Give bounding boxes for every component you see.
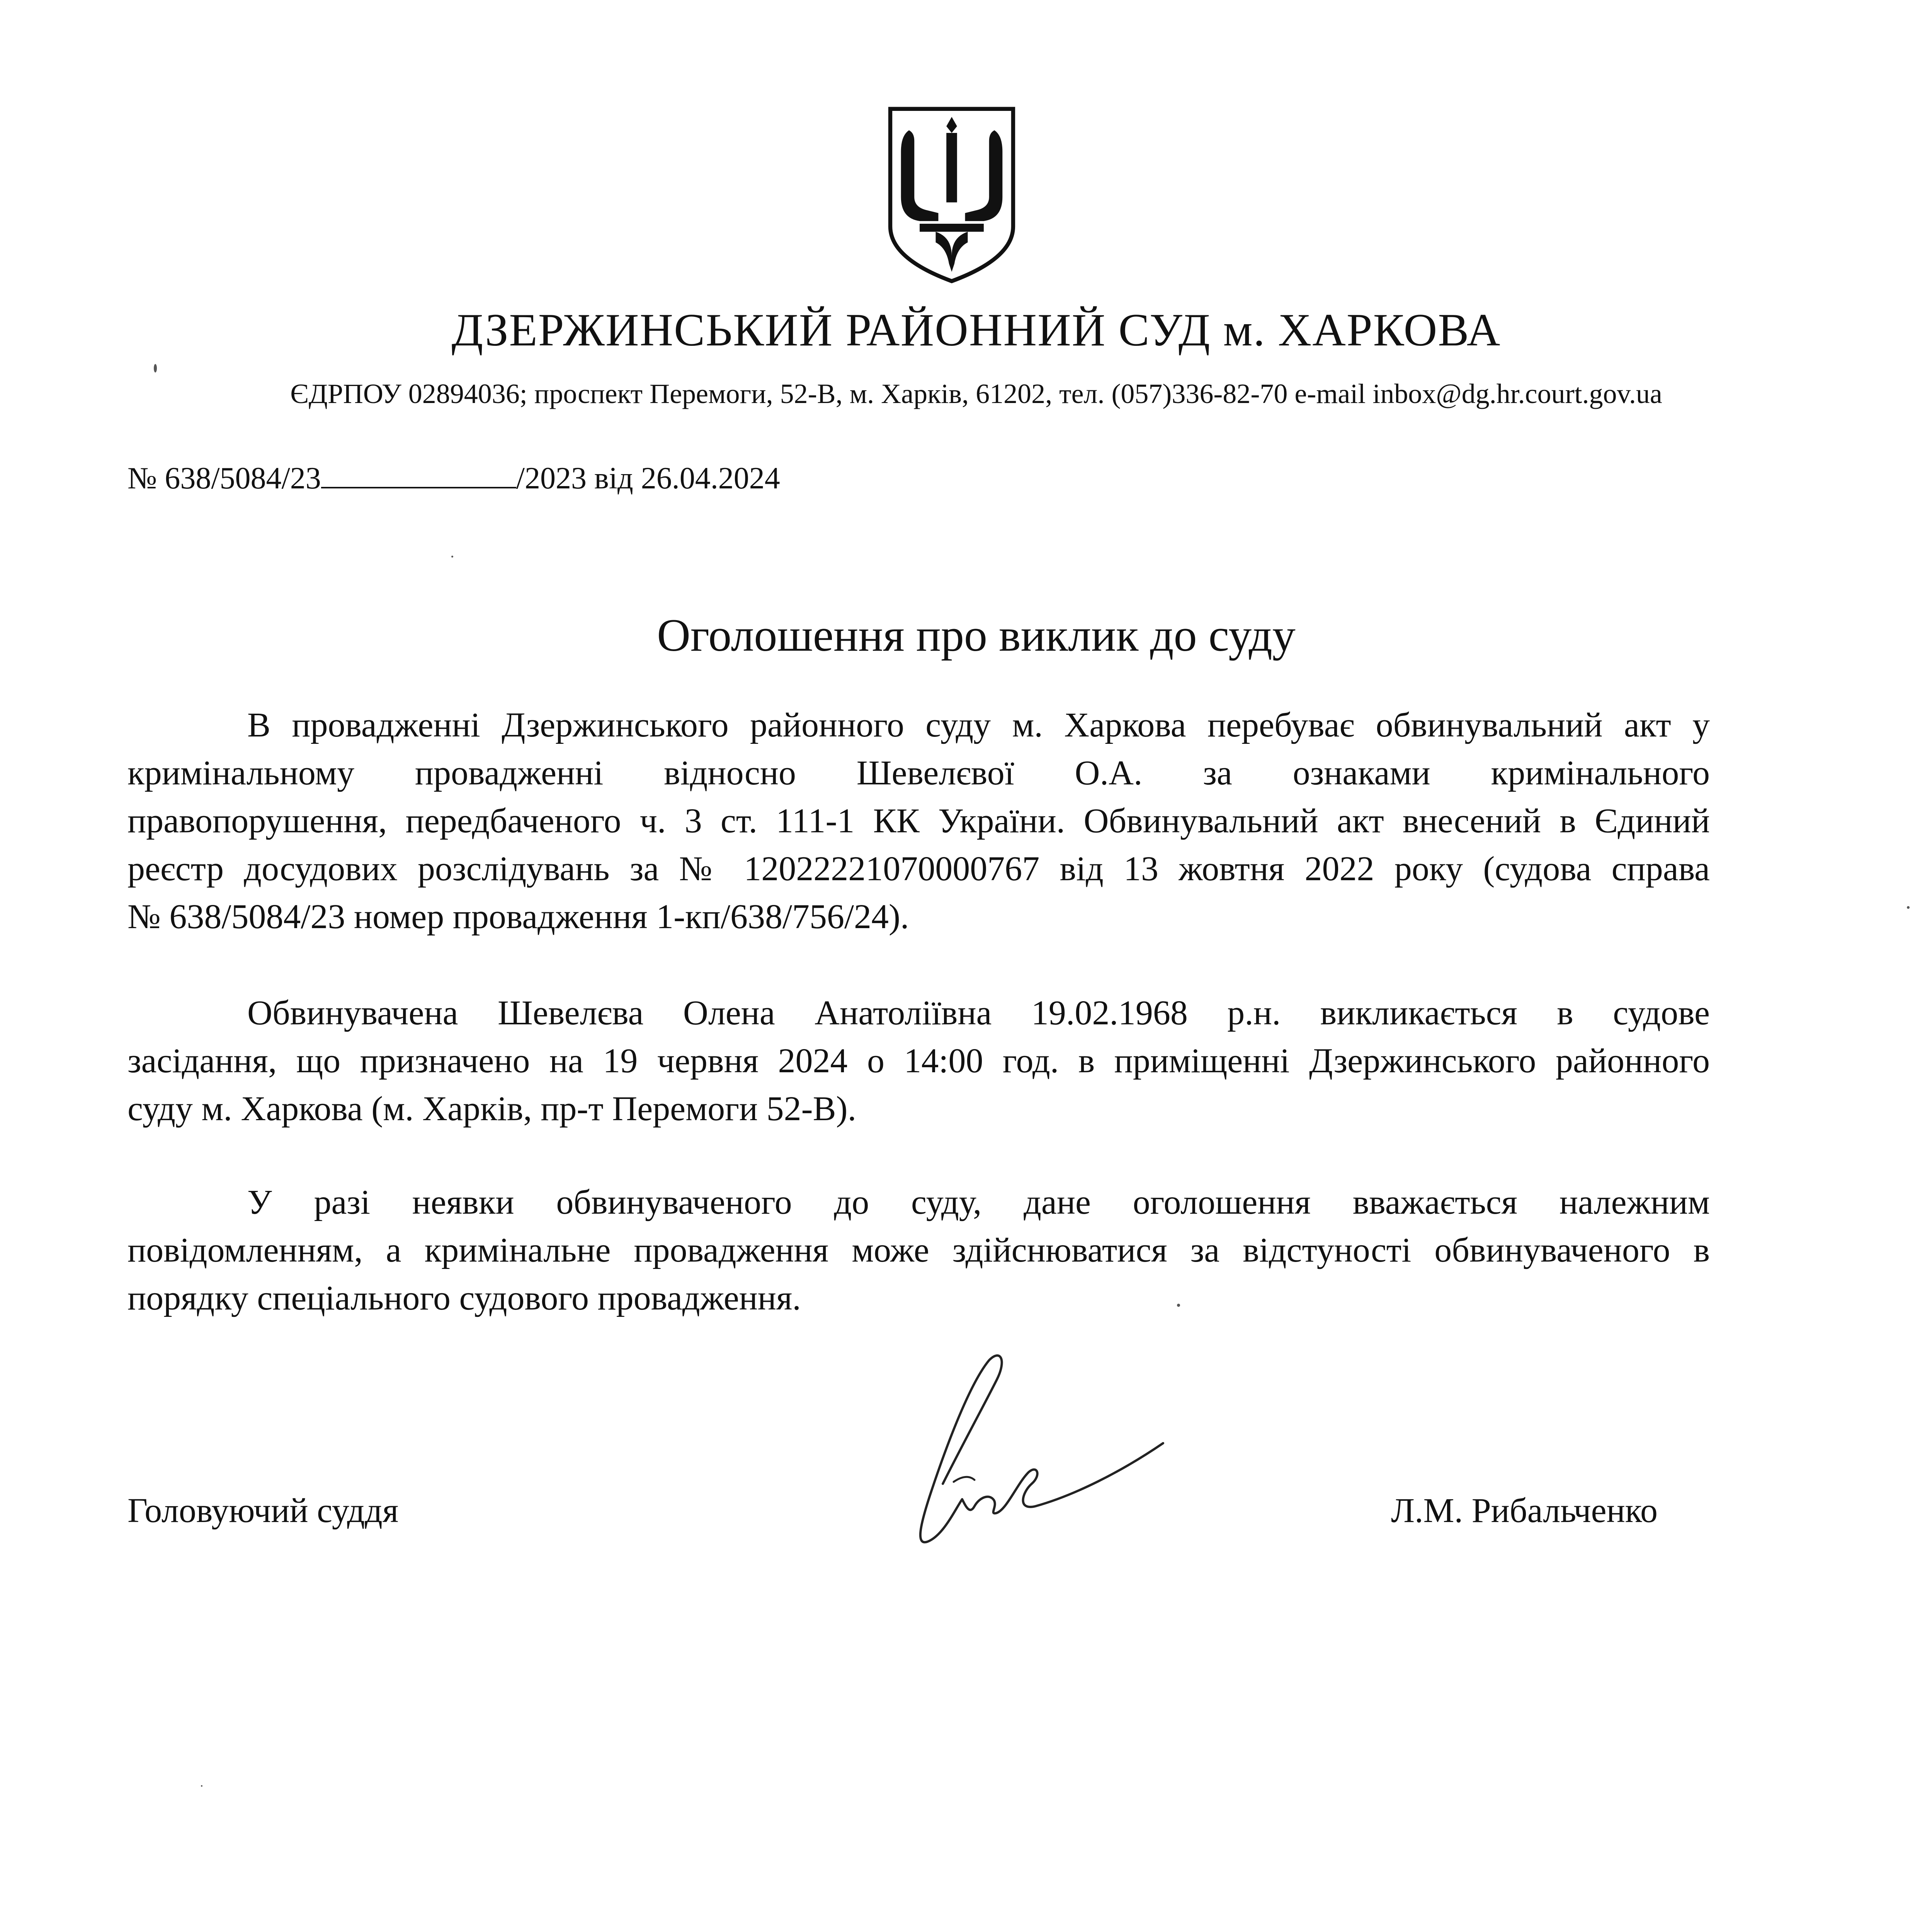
paragraph-line: В провадженні Дзержинського районного суду м. Харкова перебуває обвинувальний акт у [247,706,1710,744]
document-number [128,460,780,496]
paragraph-summons [128,989,1710,1133]
paragraph-notice [128,1179,1710,1322]
coat-of-arms-icon [885,104,1019,285]
signatory-role: Головуючий суддя [128,1492,399,1530]
court-contacts: ЄДРПОУ 02894036; проспект Перемоги, 52-В, м. Харків, 61202, тел. (057)336-82-70 e-mail inbox@dg.hr.court.gov.ua [290,378,1662,409]
handwritten-signature [873,1345,1167,1573]
paragraph-line: кримінальному провадженні відносно Шевелєвої О.А. за ознаками кримінального [128,754,1710,792]
paragraph-line: правопорушення, передбаченого ч. 3 ст. 111-1 КК України. Обвинувальний акт внесений в Єдиний [128,802,1710,840]
paragraph-line: засідання, що призначено на 19 червня 2024 о 14:00 год. в приміщенні Дзержинського районного [128,1042,1710,1080]
document-number-suffix: /2023 від 26.04.2024 [516,461,780,495]
document-heading: Оголошення про виклик до суду [657,609,1296,661]
paragraph-line: Обвинувачена Шевелєва Олена Анатоліївна 19.02.1968 р.н. викликається в судове [247,994,1710,1032]
scan-speck [154,364,157,372]
paragraph-line: № 638/5084/23 номер провадження 1-кп/638/756/24). [128,898,909,936]
scan-speck [1907,906,1910,909]
paragraph-line: повідомленням, а кримінальне провадження може здійснюватися за відстуності обвинуваченого в [128,1231,1710,1269]
paragraph-line: порядку спеціального судового провадження. [128,1279,801,1317]
paragraph-line: реєстр досудових розслідувань за № 12022221070000767 від 13 жовтня 2022 року (судова справа [128,850,1710,888]
document-number-blank-line [321,460,516,488]
scan-speck [451,556,453,558]
signatory-name: Л.М. Рибальченко [1391,1492,1658,1530]
paragraph-line: У разі неявки обвинуваченого до суду, дане оголошення вважається належним [247,1183,1710,1221]
paragraph-line: суду м. Харкова (м. Харків, пр-т Перемоги 52-В). [128,1090,857,1128]
scan-speck [201,1785,202,1787]
document-number-prefix: № 638/5084/23 [128,461,321,495]
scan-speck [1177,1304,1180,1307]
court-name: ДЗЕРЖИНСЬКИЙ РАЙОННИЙ СУД м. ХАРКОВА [451,304,1501,355]
paragraph-proceedings [128,701,1710,941]
